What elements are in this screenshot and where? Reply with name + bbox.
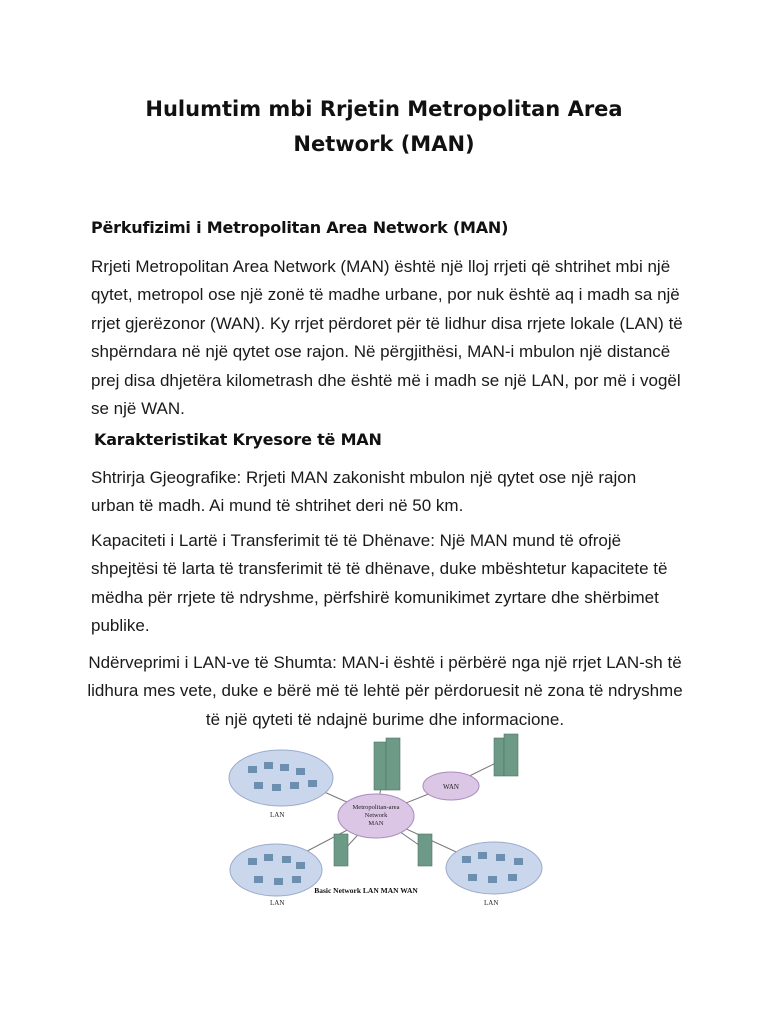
geographic-extent-paragraph: Shtrirja Gjeografike: Rrjeti MAN zakonisht mbulon një qytet ose një rajon urban të madh. Ai mund të shtrihet deri në 50 km.: [91, 468, 637, 516]
diagram-caption: Basic Network LAN MAN WAN: [314, 886, 418, 895]
lan-label-bottom-left: LAN: [270, 899, 285, 907]
lan-label-bottom-right: LAN: [484, 899, 499, 907]
lan-label-top-left: LAN: [270, 811, 285, 819]
definition-paragraph: Rrjeti Metropolitan Area Network (MAN) është një lloj rrjeti që shtrihet mbi një qytet, metropol ose një zonë të madhe urbane, por nuk është aq i madh sa një rrjet gjerëzonor (WAN). Ky rrjet përdoret për të lidhur disa rrjete lokale (LAN) të shpërndara në një qytet ose rajon. Në përgjithësi, MAN-i mbulon një distancë prej disa dhjetëra kilometrash dhe është më i madh se një LAN, por më i vogël se një WAN.: [91, 257, 683, 419]
network-diagram: [226, 730, 556, 910]
lan-interoperation-paragraph: Ndërveprimi i LAN-ve të Shumta: MAN-i është i përbërë nga një rrjet LAN-sh të lidhura mes vete, duke e bërë më të lehtë për përdoruesit në zona të ndryshme të një qyteti të ndajnë burime dhe informacione.: [87, 653, 683, 729]
section-heading-characteristics: Karakteristikat Kryesore të MAN: [94, 430, 382, 449]
man-label-line2: Network: [364, 812, 388, 819]
section-heading-definition: Përkufizimi i Metropolitan Area Network (MAN): [91, 218, 509, 237]
man-label-line1: Metropolitan-area: [352, 804, 400, 811]
transfer-capacity-paragraph: Kapaciteti i Lartë i Transferimit të të Dhënave: Një MAN mund të ofrojë shpejtësi të larta të transferimit të të dhënave, duke mbështetur kapacitete të mëdha për rrjete të ndryshme, përfshirë komunikimet zyrtare dhe shërbimet publike.: [91, 531, 668, 636]
document-title: Hulumtim mbi Rrjetin Metropolitan Area Network (MAN): [145, 97, 623, 156]
lan-cloud-bottom-left: [230, 844, 322, 907]
man-label-line3: MAN: [368, 820, 384, 827]
wan-label: WAN: [443, 783, 459, 791]
lan-cloud-bottom-right: [446, 842, 542, 907]
lan-cloud-top-left: [229, 750, 333, 819]
man-node: [338, 794, 414, 838]
wan-node: [423, 772, 479, 800]
